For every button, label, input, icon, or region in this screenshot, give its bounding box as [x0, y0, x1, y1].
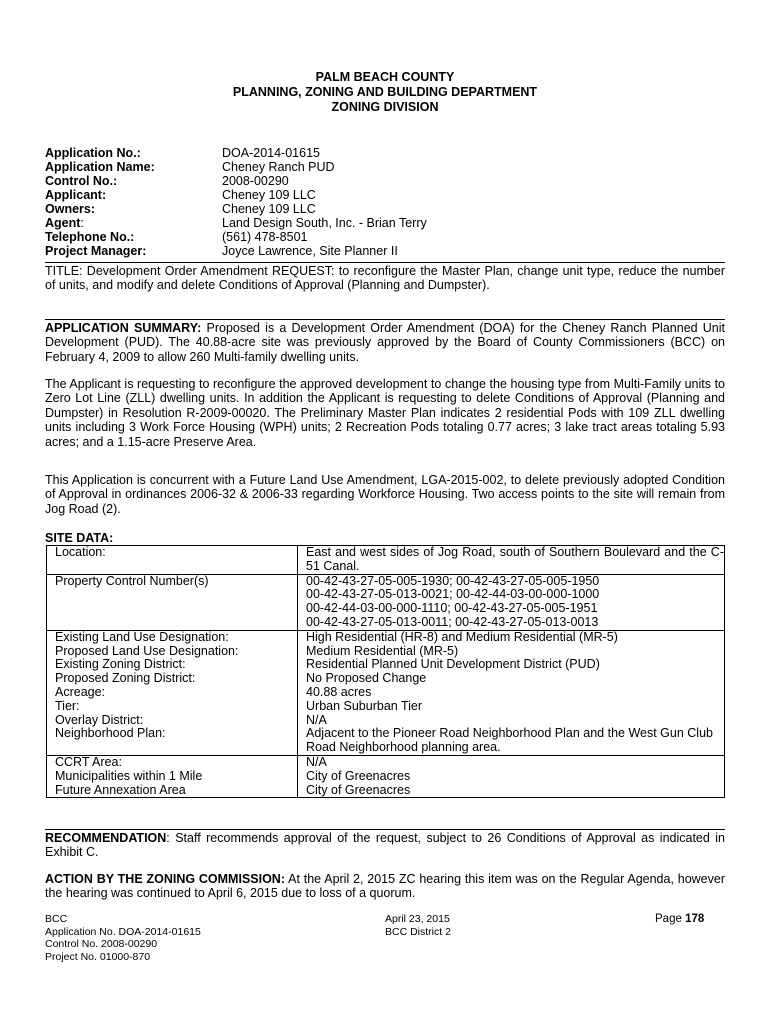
recommendation: RECOMMENDATION: Staff recommends approval of the request, subject to 26 Conditions of Approval as indicated in Exhibit C.	[45, 831, 725, 860]
info-row: Application Name: Cheney Ranch PUD	[45, 160, 335, 174]
header-department: PLANNING, ZONING AND BUILDING DEPARTMENT	[232, 85, 538, 99]
info-row: Telephone No.: (561) 478-8501	[45, 230, 308, 244]
info-row: Application No.: DOA-2014-01615	[45, 146, 320, 160]
info-row: Control No.: 2008-00290	[45, 174, 289, 188]
concurrent-paragraph: This Application is concurrent with a Future Land Use Amendment, LGA-2015-002, to delete previously adopted Condition of Approval in ordinances 2006-32 & 2006-33 regarding Workforce Housing. Two access points to the site will remain from Jog Road (2).	[45, 473, 725, 516]
info-row: Applicant: Cheney 109 LLC	[45, 188, 316, 202]
title-section: TITLE: Development Order Amendment REQUEST: to reconfigure the Master Plan, change unit type, reduce the number of units, and modify and delete Conditions of Approval (Planning and Dumpster).	[45, 264, 725, 293]
info-row: Owners: Cheney 109 LLC	[45, 202, 316, 216]
table-row: CCRT Area: Municipalities within 1 Mile Future Annexation Area N/A City of Greenacres City of Greenacres	[47, 755, 725, 797]
application-summary: APPLICATION SUMMARY: Proposed is a Development Order Amendment (DOA) for the Cheney Ranch Planned Unit Development (PUD). The 40.88-acre site was previously approved by the Board of County Commissioners (BCC) on February 4, 2009 to allow 260 Multi-family dwelling units.	[45, 321, 725, 364]
site-data-heading: SITE DATA:	[45, 531, 114, 545]
footer-center: April 23, 2015 BCC District 2	[385, 913, 451, 938]
info-row: Project Manager: Joyce Lawrence, Site Planner II	[45, 244, 398, 258]
page-number: Page 178	[655, 913, 705, 925]
info-row: Agent: Land Design South, Inc. - Brian Terry	[45, 216, 427, 230]
table-row: Location: East and west sides of Jog Road, south of Southern Boulevard and the C-51 Canal.	[47, 546, 725, 575]
footer-left: BCC Application No. DOA-2014-01615 Control No. 2008-00290 Project No. 01000-870	[45, 913, 201, 963]
document-header	[0, 70, 770, 115]
header-division: ZONING DIVISION	[331, 100, 439, 114]
application-info	[45, 146, 427, 258]
table-row: Existing Land Use Designation: Proposed Land Use Designation: Existing Zoning District: Proposed Zoning District: Acreage: Tier: Overlay District: Neighborhood Plan: High Residential (HR-8) and Medium Residential (MR-5) Medium Residential (MR-5) Residential Planned Unit Development District (PUD) No Proposed Change 40.88 acres Urban Suburban Tier N/A Adjacent to the Pioneer Road Neighborhood Plan and the West Gun Club Road Neighborhood planning area.	[47, 630, 725, 755]
header-county: PALM BEACH COUNTY	[315, 70, 455, 84]
request-paragraph: The Applicant is requesting to reconfigure the approved development to change the housing type from Multi-Family units to Zero Lot Line (ZLL) dwelling units. In addition the Applicant is requesting to delete Conditions of Approval (Planning and Dumpster) in Resolution R-2009-00020. The Preliminary Master Plan indicates 2 residential Pods with 109 ZLL dwelling units including 3 Work Force Housing (WPH) units; 2 Recreation Pods totaling 0.77 acres; 3 lake tract areas totaling 5.93 acres; and a 1.15-acre Preserve Area.	[45, 377, 725, 449]
site-data-table	[46, 545, 725, 798]
zoning-commission-action: ACTION BY THE ZONING COMMISSION: At the April 2, 2015 ZC hearing this item was on the Regular Agenda, however the hearing was continued to April 6, 2015 due to loss of a quorum.	[45, 872, 725, 901]
table-row: Property Control Number(s) 00-42-43-27-05-005-1930; 00-42-43-27-05-005-1950 00-42-43-27-05-013-0021; 00-42-44-03-00-000-1000 00-42-44-03-00-000-1110; 00-42-43-27-05-005-1951 00-42-43-27-05-013-0011; 00-42-43-27-05-013-0013	[47, 574, 725, 630]
